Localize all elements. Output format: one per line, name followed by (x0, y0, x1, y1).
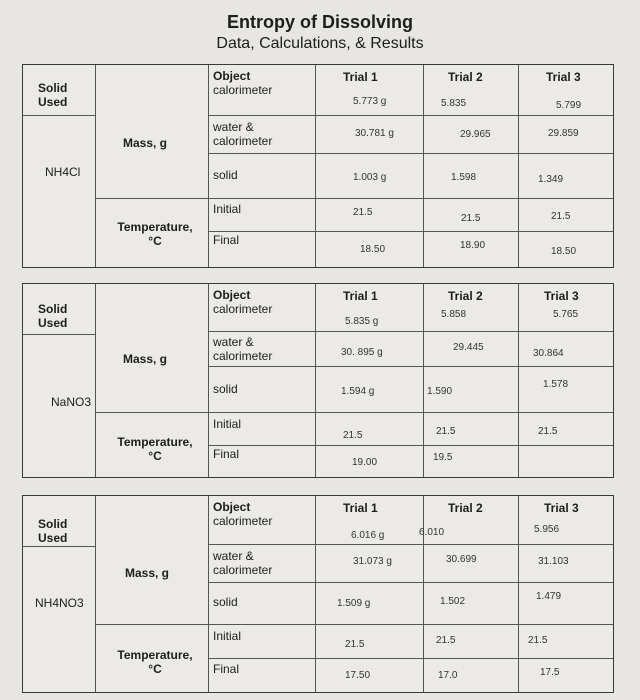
calorimeter-trial3: 5.956 (534, 524, 560, 535)
calorimeter-trial3: 5.799 (556, 100, 582, 111)
solid-trial2: 1.598 (451, 172, 477, 183)
water-trial1: 30.781 g (355, 128, 394, 139)
final-trial3: 18.50 (551, 246, 577, 257)
calorimeter-trial1: 5.835 g (345, 316, 379, 327)
solid-trial2: 1.590 (427, 386, 453, 397)
final-trial1: 19.00 (352, 457, 378, 468)
trial3-header: Trial 3 (544, 501, 579, 515)
page-title: Entropy of Dissolving (226, 12, 413, 32)
object-calorimeter-label: Object calorimeter (213, 288, 273, 316)
compound-name: NH4Cl (45, 165, 81, 179)
initial-trial3: 21.5 (551, 211, 571, 222)
water-trial3: 30.864 (533, 348, 564, 359)
water-trial2: 30.699 (446, 554, 477, 565)
initial-trial3: 21.5 (538, 426, 558, 437)
trial1-header: Trial 1 (343, 501, 378, 515)
solid-trial2: 1.502 (440, 596, 466, 607)
compound-name: NaNO3 (51, 395, 92, 409)
object-calorimeter-label: Object calorimeter (213, 69, 273, 97)
solid-used-label: Solid Used (38, 302, 68, 330)
water-trial3: 31.103 (538, 556, 569, 567)
final-trial2: 17.0 (438, 670, 458, 681)
initial-trial1: 21.5 (353, 207, 373, 218)
final-trial2: 18.90 (460, 240, 486, 251)
trial3-header: Trial 3 (544, 289, 579, 303)
solid-used-label: Solid Used (38, 517, 68, 545)
compound-name: NH4NO3 (35, 596, 84, 610)
mass-label: Mass, g (123, 136, 168, 150)
final-trial3: 17.5 (540, 667, 560, 678)
initial-label: Initial (213, 417, 242, 431)
water-trial2: 29.965 (460, 129, 491, 140)
solid-label: solid (213, 168, 238, 182)
calorimeter-trial1: 6.016 g (351, 530, 385, 541)
calorimeter-trial3: 5.765 (553, 309, 579, 320)
initial-trial3: 21.5 (528, 635, 548, 646)
initial-trial2: 21.5 (461, 213, 481, 224)
temperature-label: Temperature, °C (117, 220, 193, 248)
final-label: Final (213, 662, 240, 676)
solid-trial1: 1.594 g (341, 386, 375, 397)
trial3-header: Trial 3 (546, 70, 581, 84)
final-label: Final (213, 447, 240, 461)
data-table-nh4cl (22, 64, 614, 268)
initial-label: Initial (213, 202, 242, 216)
solid-used-label: Solid Used (38, 81, 68, 109)
initial-label: Initial (213, 629, 242, 643)
calorimeter-trial2: 5.858 (441, 309, 467, 320)
mass-label: Mass, g (123, 352, 168, 366)
final-trial1: 18.50 (360, 244, 386, 255)
trial2-header: Trial 2 (448, 289, 483, 303)
temperature-label: Temperature, °C (117, 435, 193, 463)
water-calorimeter-label: water & calorimeter (213, 335, 273, 363)
initial-trial2: 21.5 (436, 426, 456, 437)
solid-trial3: 1.578 (543, 379, 569, 390)
solid-label: solid (213, 382, 238, 396)
initial-trial1: 21.5 (345, 639, 365, 650)
mass-label: Mass, g (125, 566, 170, 580)
water-trial1: 31.073 g (353, 556, 392, 567)
temperature-label: Temperature, °C (117, 648, 193, 676)
trial1-header: Trial 1 (343, 289, 378, 303)
data-table-nano3 (22, 283, 614, 478)
solid-trial3: 1.479 (536, 591, 562, 602)
page-subtitle: Data, Calculations, & Results (216, 35, 424, 52)
trial2-header: Trial 2 (448, 501, 483, 515)
water-calorimeter-label: water & calorimeter (213, 120, 273, 148)
final-label: Final (213, 233, 240, 247)
solid-trial3: 1.349 (538, 174, 564, 185)
solid-trial1: 1.003 g (353, 172, 387, 183)
data-table-nh4no3 (22, 495, 614, 693)
water-trial3: 29.859 (548, 128, 579, 139)
water-trial1: 30. 895 g (341, 347, 383, 358)
trial1-header: Trial 1 (343, 70, 378, 84)
solid-label: solid (213, 595, 238, 609)
calorimeter-trial1: 5.773 g (353, 96, 387, 107)
calorimeter-trial2: 5.835 (441, 98, 467, 109)
water-calorimeter-label: water & calorimeter (213, 549, 273, 577)
solid-trial1: 1.509 g (337, 598, 371, 609)
initial-trial1: 21.5 (343, 430, 363, 441)
object-calorimeter-label: Object calorimeter (213, 500, 273, 528)
final-trial2: 19.5 (433, 452, 453, 463)
water-trial2: 29.445 (453, 342, 484, 353)
calorimeter-trial2: 6.010 (419, 527, 445, 538)
trial2-header: Trial 2 (448, 70, 483, 84)
initial-trial2: 21.5 (436, 635, 456, 646)
final-trial1: 17.50 (345, 670, 371, 681)
